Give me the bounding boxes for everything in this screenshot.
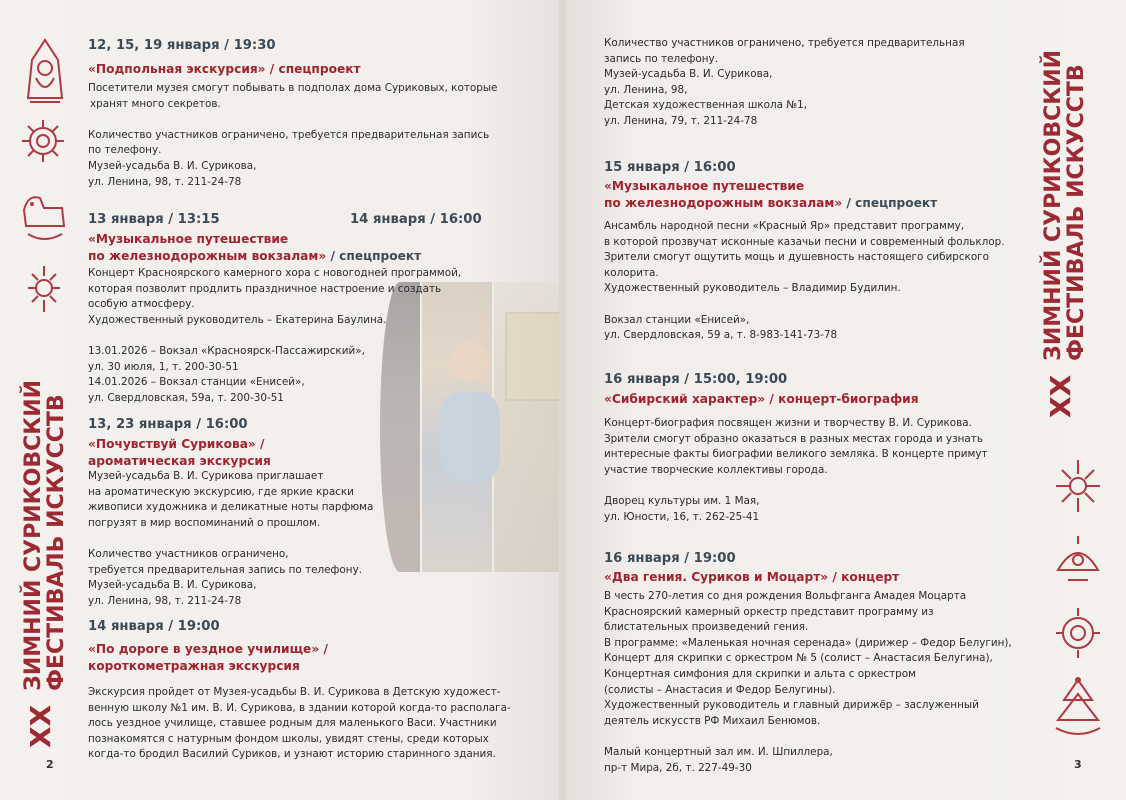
event-body: Музей-усадьба В. И. Сурикова приглашает на ароматическую экскурсию, где яркие краски живописи художника и деликатные ноты парфюма погрузят в мир воспоминаний о прошлом. Количество участников ограничено, требуется предварительная запись по телефону. Музей-усадьба В. И. Сурикова, ул. Ленина, 98, т. 211-24-78 — [88, 470, 374, 607]
event-body: Экскурсия пройдет от Музея-усадьбы В. И. Сурикова в Детскую художест- венную школу №1 им. В. И. Сурикова, в здании которой когда-то располага- лось уездное училище, ставшее родным для маленького Васи. Участники познакомятся с натурным фондом школы, увидят стены, среди которых когда-то бродил Василий Суриков, и узнают историю старинного здания. — [88, 686, 511, 761]
event-date: 16 января / 19:00 — [604, 551, 736, 566]
event-date: 16 января / 15:00, 19:00 — [604, 372, 788, 387]
event-date: 14 января / 19:00 — [88, 619, 220, 634]
festival-line2: ФЕСТИВАЛЬ ИСКУССТВ — [44, 394, 70, 691]
bird-ornament-icon — [1052, 530, 1104, 588]
snowflake-ornament-icon — [1052, 456, 1104, 516]
horse-ornament-icon — [18, 190, 70, 246]
rosette-ornament-icon — [1052, 604, 1104, 662]
ded-moroz-ornament-icon — [22, 38, 68, 110]
tree-ornament-icon — [1048, 676, 1108, 742]
festival-line2: ФЕСТИВАЛЬ ИСКУССТВ — [1064, 64, 1090, 361]
event-body: В честь 270-летия со дня рождения Вольфганга Амадея Моцарта Красноярский камерный оркестр представит программу из блистательных произведений гения. В программе: «Маленькая ночная серенада» (дирижер – Федор Белугин), Концерт для скрипки с оркестром № 5 (солист – Анастасия Белугина), Концертная симфония для скрипки и альта с оркестром (солисты – Анастасия и Федор Белугины). Художественный руководитель и главный дирижёр – заслуженный деятель искусств РФ Михаил Бенюмов. Малый концертный зал им. И. Шпиллера, пр-т Мира, 2б, т. 227-49-30 — [604, 590, 1012, 774]
event-body: Посетители музея смогут побывать в подполах дома Суриковых, которые хранят много секретов. Количество участников ограничено, требуется предварительная запись по телефону. Музей-усадьба В. И. Сурикова, ул. Ленина, 98, т. 211-24-78 — [88, 82, 498, 188]
event-date-secondary: 14 января / 16:00 — [350, 212, 482, 227]
page-number: 3 — [1074, 758, 1082, 771]
page-number: 2 — [46, 758, 54, 771]
event-title: «Два гения. Суриков и Моцарт» / концерт — [604, 570, 900, 584]
festival-vertical-title — [1042, 50, 1088, 418]
event-date: 15 января / 16:00 — [604, 160, 736, 175]
event-body-continued: Количество участников ограничено, требуется предварительная запись по телефону. Музей-усадьба В. И. Сурикова, ул. Ленина, 98, Детская художественная школа №1, ул. Ленина, 79, т. 211-24-78 — [604, 37, 965, 127]
festival-numeral: XX — [1043, 374, 1077, 418]
event-title: «Музыкальное путешествие по железнодорожным вокзалам» / спецпроект — [88, 232, 422, 263]
event-date: 12, 15, 19 января / 19:30 — [88, 38, 276, 53]
event-body: Концерт-биография посвящен жизни и творчеству В. И. Сурикова. Зрители смогут образно оказаться в разных местах города и узнать интересные факты биографии великого земляка. В концерте примут участие творческие коллективы города. Дворец культуры им. 1 Мая, ул. Юности, 16, т. 262-25-41 — [604, 417, 988, 523]
festival-numeral: XX — [23, 704, 57, 748]
event-title: «Почувствуй Сурикова» / ароматическая экскурсия — [88, 437, 271, 468]
rosette-ornament-icon — [20, 118, 66, 164]
left-page — [0, 0, 559, 800]
festival-vertical-title — [22, 380, 68, 748]
event-title: «По дороге в уездное училище» / короткометражная экскурсия — [88, 642, 328, 673]
festival-line1: ЗИМНИЙ СУРИКОВСКИЙ — [21, 379, 46, 691]
event-body: Концерт Красноярского камерного хора с новогодней программой, которая позволит продлить праздничное настроение и создать особую атмосферу. Художественный руководитель – Екатерина Баулина. 13.01.2026 – Вокзал «Красноярск-Пассажирский», ул. 30 июля, 1, т. 200-30-51 14.01.2026 – Вокзал станции «Енисей», ул. Свердловская, 59а, т. 200-30-51 — [88, 267, 462, 404]
event-body: Ансамбль народной песни «Красный Яр» представит программу, в которой прозвучат исконные казачьи песни и современный фольклор. Зрители смогут ощутить мощь и душевность настоящего сибирского колорита. Художественный руководитель – Владимир Будилин. Вокзал станции «Енисей», ул. Свердловская, 59 а, т. 8-983-141-73-78 — [604, 220, 1005, 342]
event-title: «Музыкальное путешествие по железнодорожным вокзалам» / спецпроект — [604, 179, 938, 210]
right-page — [566, 0, 1126, 800]
flower-ornament-icon — [22, 262, 66, 316]
event-title: «Сибирский характер» / концерт-биография — [604, 392, 919, 406]
event-title: «Подпольная экскурсия» / спецпроект — [88, 62, 361, 76]
event-date: 13, 23 января / 16:00 — [88, 417, 248, 432]
festival-line1: ЗИМНИЙ СУРИКОВСКИЙ — [1041, 49, 1066, 361]
spine — [559, 0, 566, 800]
event-date: 13 января / 13:15 — [88, 212, 220, 227]
